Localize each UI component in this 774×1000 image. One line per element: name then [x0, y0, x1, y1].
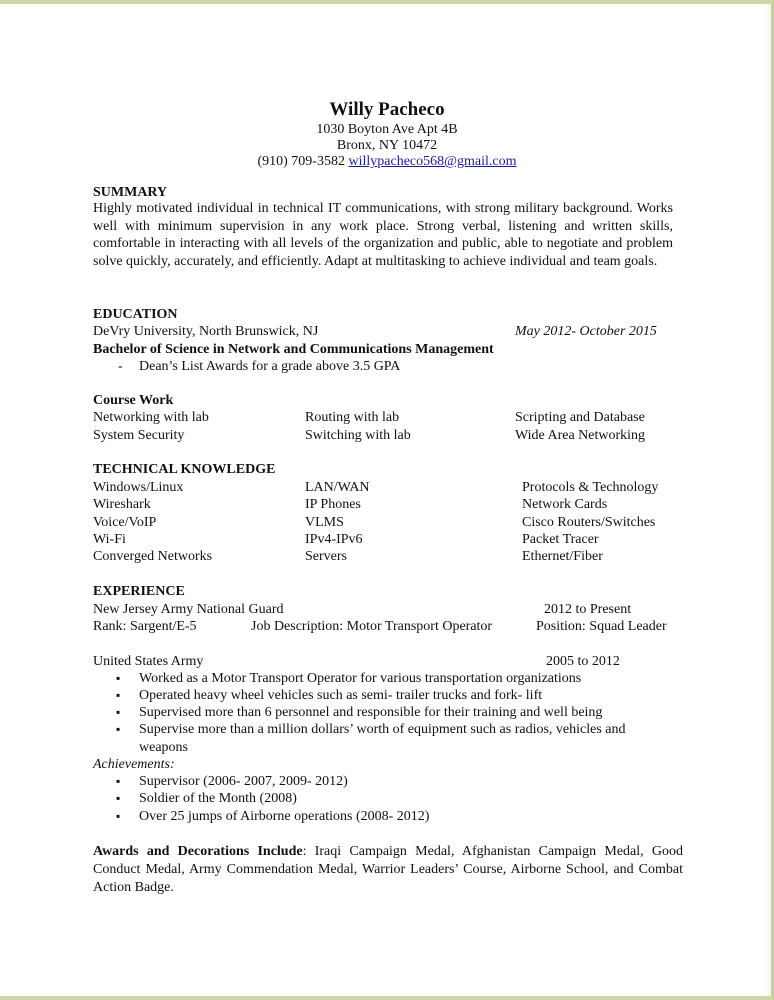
address-line-1: 1030 Boyton Ave Apt 4B [316, 122, 458, 137]
job2-employer: United States Army [93, 654, 204, 669]
skill-item: IPv4-IPv6 [305, 532, 363, 547]
duty-item-continued: weapons [139, 740, 188, 755]
job1-dates: 2012 to Present [544, 602, 632, 617]
duty-item: Supervise more than a million dollars’ worth of equipment such as radios, vehicles and [139, 722, 626, 737]
duty-item: Worked as a Motor Transport Operator for various transportation organizations [139, 671, 582, 686]
coursework-item: Routing with lab [305, 410, 400, 425]
bullet-icon: ▪ [116, 671, 121, 685]
bullet-icon: ▪ [116, 705, 121, 719]
skill-item: Windows/Linux [93, 480, 184, 495]
phone-number: (910) 709-3582 [257, 154, 345, 169]
skill-item: Servers [305, 549, 347, 564]
skill-item: Protocols & Technology [522, 480, 659, 495]
skill-item: IP Phones [305, 497, 361, 512]
coursework-item: System Security [93, 428, 185, 443]
job1-employer: New Jersey Army National Guard [93, 602, 284, 617]
job2-dates: 2005 to 2012 [546, 654, 620, 669]
job1-rank: Rank: Sargent/E-5 [93, 619, 197, 634]
achievement-item: Soldier of the Month (2008) [139, 791, 297, 806]
coursework-item: Wide Area Networking [515, 428, 646, 443]
awards-label: Awards and Decorations Include [93, 844, 303, 859]
technical-heading: TECHNICAL KNOWLEDGE [93, 462, 276, 477]
skill-item: Voice/VoIP [93, 515, 157, 530]
duty-item: Supervised more than 6 personnel and responsible for their training and well being [139, 705, 603, 720]
coursework-item: Switching with lab [305, 428, 411, 443]
job1-position: Position: Squad Leader [536, 619, 667, 634]
resume-name: Willy Pacheco [329, 99, 445, 120]
coursework-item: Networking with lab [93, 410, 209, 425]
duty-item: Operated heavy wheel vehicles such as semi- trailer trucks and fork- lift [139, 688, 543, 703]
skill-item: Wireshark [93, 497, 151, 512]
achievements-label: Achievements: [93, 757, 175, 772]
education-honor: Dean’s List Awards for a grade above 3.5 GPA [139, 359, 401, 374]
experience-heading: EXPERIENCE [93, 584, 185, 599]
skill-item: VLMS [305, 515, 344, 530]
bullet-icon: ▪ [116, 809, 121, 823]
education-heading: EDUCATION [93, 307, 178, 322]
education-school: DeVry University, North Brunswick, NJ [93, 324, 319, 339]
bullet-icon: ▪ [116, 791, 121, 805]
skill-item: LAN/WAN [305, 480, 370, 495]
job1-description: Job Description: Motor Transport Operator [251, 619, 493, 634]
summary-text: Highly motivated individual in technical IT communications, with strong military background. Works well with minimum supervision in any work place. Strong verbal, listening and written skills, comfortable in interacting with all levels of the organization and public, able to negotiate and problem solve quickly, accurately, and efficiently. Adapt at multitasking to achieve individual and team goals. [93, 201, 673, 269]
awards-text: : Iraqi Campaign Medal, Afghanistan Campaign Medal, Good Conduct Medal, Army Commendation Medal, Warrior Leaders’ Course, Airborne School, and Combat Action Badge. [93, 844, 683, 895]
achievement-item: Over 25 jumps of Airborne operations (2008- 2012) [139, 809, 430, 824]
education-dates: May 2012- October 2015 [515, 324, 657, 339]
coursework-heading: Course Work [93, 393, 174, 408]
address-line-2: Bronx, NY 10472 [336, 138, 438, 153]
achievement-item: Supervisor (2006- 2007, 2009- 2012) [139, 774, 348, 789]
bullet-icon: ▪ [116, 722, 121, 736]
skill-item: Packet Tracer [522, 532, 599, 547]
bullet-icon: ▪ [116, 688, 121, 702]
skill-item: Ethernet/Fiber [522, 549, 603, 564]
skill-item: Wi-Fi [93, 532, 126, 547]
bullet-icon: ▪ [116, 774, 121, 788]
awards-paragraph [93, 843, 683, 897]
summary-heading: SUMMARY [93, 185, 168, 200]
skill-item: Cisco Routers/Switches [522, 515, 656, 530]
email-link[interactable]: willypacheco568@gmail.com [348, 154, 517, 169]
skill-item: Network Cards [522, 497, 608, 512]
education-degree: Bachelor of Science in Network and Communications Management [93, 342, 494, 357]
contact-line [0, 153, 774, 170]
honor-dash: - [118, 359, 123, 374]
skill-item: Converged Networks [93, 549, 213, 564]
coursework-item: Scripting and Database [515, 410, 645, 425]
